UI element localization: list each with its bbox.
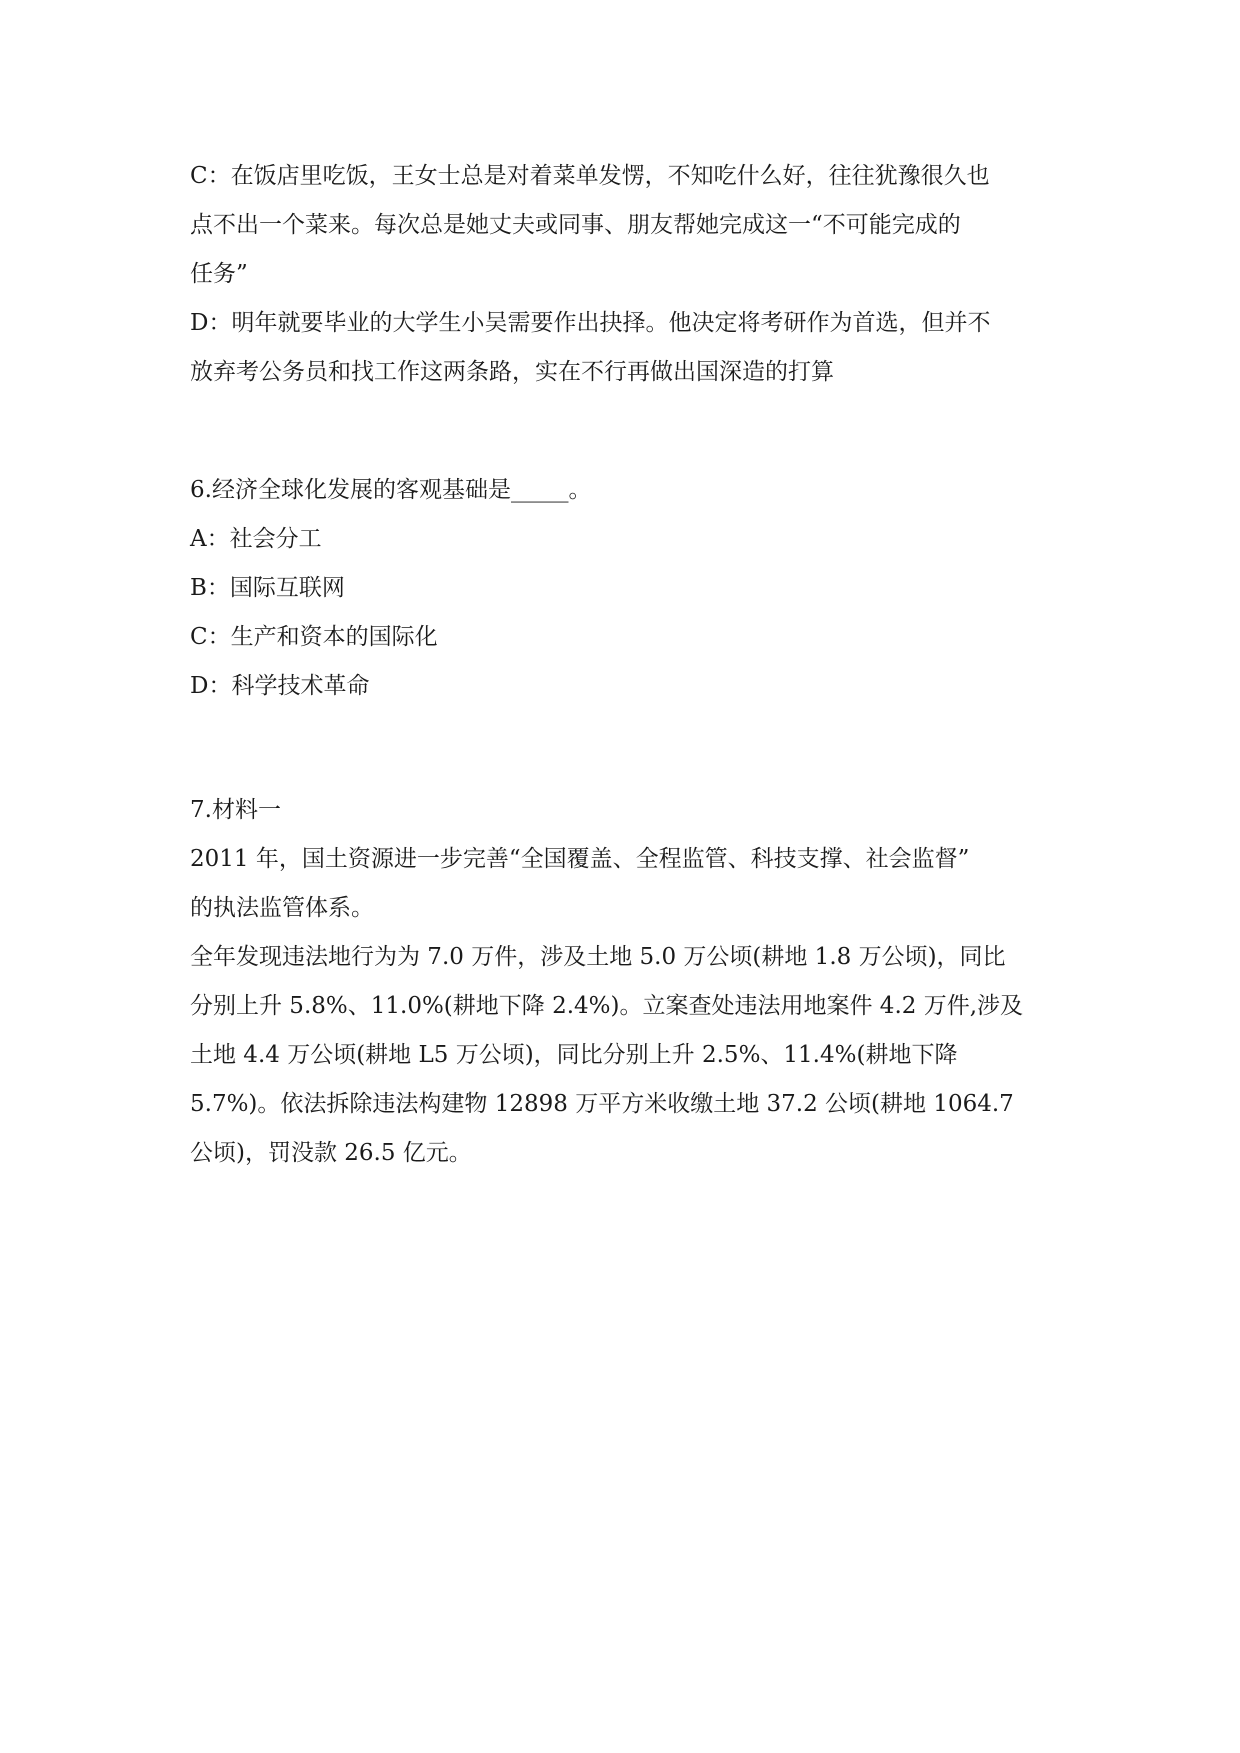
option-c-line: 点不出一个菜来。每次总是她丈夫或同事、朋友帮她完成这一“不可能完成的 [190,212,961,238]
question-6-option-d: D：科学技术革命 [190,673,370,699]
material-line: 公顷)，罚没款 26.5 亿元。 [190,1140,472,1166]
question-6-option-c: C：生产和资本的国际化 [190,624,438,650]
material-line: 2011 年，国土资源进一步完善“全国覆盖、全程监管、科技支撑、社会监督” [190,846,970,872]
material-line: 的执法监管体系。 [190,895,374,921]
question-6 [190,466,1070,711]
q5-option-c [190,152,1070,299]
material-line: 分别上升 5.8%、11.0%(耕地下降 2.4%)。立案查处违法用地案件 4.2 万件,涉及 [190,993,1024,1019]
question-6-option-b: B：国际互联网 [190,575,345,601]
spacer [190,711,1070,786]
question-6-title: 6.经济全球化发展的客观基础是_____。 [190,477,592,503]
q5-option-d [190,299,1070,397]
option-d-line: 放弃考公务员和找工作这两条路，实在不行再做出国深造的打算 [190,359,834,385]
question-7 [190,786,1070,1178]
document-page [190,152,1070,1178]
option-c-line: C：在饭店里吃饭，王女士总是对着菜单发愣，不知吃什么好，往往犹豫很久也 [190,163,990,189]
material-line: 土地 4.4 万公顷(耕地 L5 万公顷)，同比分别上升 2.5%、11.4%(耕地下降 [190,1042,958,1068]
spacer [190,397,1070,466]
question-6-option-a: A：社会分工 [190,526,322,552]
question-7-title: 7.材料一 [190,797,281,823]
option-c-line: 任务” [190,261,248,287]
option-d-line: D：明年就要毕业的大学生小吴需要作出抉择。他决定将考研作为首选，但并不 [190,310,991,336]
material-line: 全年发现违法地行为为 7.0 万件，涉及土地 5.0 万公顷(耕地 1.8 万公顷)，同比 [190,944,1006,970]
material-line: 5.7%)。依法拆除违法构建物 12898 万平方米收缴土地 37.2 公顷(耕地 1064.7 [190,1091,1014,1117]
